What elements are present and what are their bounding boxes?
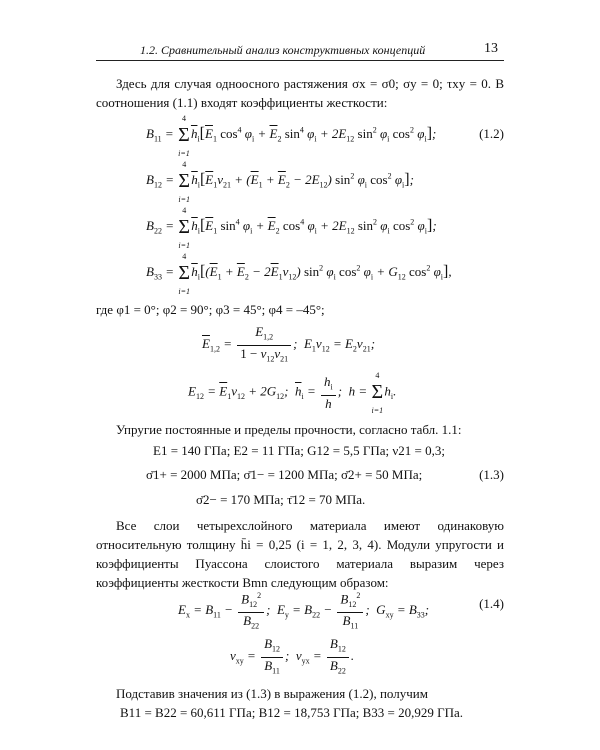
fraction: $\frac{B_{12}}{B_{22}}$: [327, 636, 349, 678]
equation-b12: $B_{12}$ = 4 Σ i=1 $\overline{h}_i[\overline{E}_1\nu_{21} + (\overline{E}_1 + \overline{E}_2 - 2E_{12})$ $\sin^2 \varphi_i$ $\cos^2 \varphi_i$];: [146, 160, 414, 204]
result-line: B11 = B22 = 60,611 ГПа; B12 = 18,753 ГПа; B33 = 20,929 ГПа.: [120, 705, 464, 720]
constants-intro: Упругие постоянные и пределы прочности, согласно табл. 1.1:: [116, 422, 462, 437]
fraction: $\frac{E_{1,2}}{1 - \nu_{12}\nu_{21}}$: [237, 324, 291, 366]
equation-e-bar: $\overline{E}_{1,2}$ = $\frac{E_{1,2}}{1 - \nu_{12}\nu_{21}}$ ; $E_1\nu_{12} = E_2\nu_{21}$;: [202, 324, 375, 366]
fraction: $\frac{B_{12}^2}{B_{11}}$: [337, 588, 363, 634]
equation-number-1-3: (1.3): [479, 467, 504, 482]
strength-line-2: σ̄2− = 170 МПа; τ̄12 = 70 МПа.: [196, 492, 366, 507]
moduli-line: E1 = 140 ГПа; E2 = 11 ГПа; G12 = 5,5 ГПа; ν21 = 0,3;: [153, 443, 445, 458]
equation-number-1-2: (1.2): [479, 126, 504, 141]
sum-symbol: 4 Σ i=1: [371, 371, 384, 416]
intro-paragraph: Здесь для случая одноосного растяжения σx = σ0; σy = 0; τxy = 0. В соотношения (1.1) входят коэффициенты жесткости:: [96, 76, 504, 110]
equation-e12: $E_{12} = \overline{E}_1\nu_{12} + 2G_{12}$; $\overline{h}_i$ = $\frac{h_i}{h}$ ; h = 4 Σ i=1 $h_i$.: [188, 371, 397, 416]
page-number: 13: [484, 41, 498, 56]
strength-line-1: σ̄1+ = 2000 МПа; σ̄1− = 1200 МПа; σ̄2+ = 50 МПа;: [146, 467, 423, 482]
equation-b11: $B_{11}$ = 4 Σ i=1 $\overline{h}_i[\overline{E}_1$ $\cos^4 \varphi_i + \overline{E}_2$ $\sin^4 \varphi_i + 2E_{12}$ $\sin^2 \varphi_i$ $\cos^2 \varphi_i$];: [146, 114, 437, 158]
running-title: 1.2. Сравнительный анализ конструктивных концепций: [140, 43, 426, 57]
layers-paragraph: Все слои четырехслойного материала имеют одинаковую относительную толщину h̄i = 0,25 (i = 1, 2, 3, 4). Модули упругости и коэффициенты Пуассона слоистого материала выразим через коэффициенты жесткости Bmn следующим образом:: [96, 518, 504, 590]
sum-symbol: 4 Σ i=1: [178, 160, 191, 204]
sum-symbol: 4 Σ i=1: [178, 114, 190, 158]
substitute-line: Подставив значения из (1.3) в выражения (1.2), получим: [116, 686, 428, 701]
equation-number-1-4: (1.4): [479, 596, 504, 611]
equation-poisson: $\nu_{xy}$ = $\frac{B_{12}}{B_{11}}$ ; $\nu_{yx}$ = $\frac{B_{12}}{B_{22}}$ .: [230, 636, 354, 678]
fraction: $\frac{B_{12}^2}{B_{22}}$: [238, 588, 264, 634]
fraction: $\frac{h_i}{h}$: [321, 374, 336, 411]
fraction: $\frac{B_{12}}{B_{11}}$: [261, 636, 283, 678]
equation-ex-ey-gxy: $E_x = B_{11}$ − $\frac{B_{12}^2}{B_{22}}$ ; $E_y = B_{22}$ − $\frac{B_{12}^2}{B_{11}}$ ; $G_{xy} = B_{33}$;: [178, 588, 429, 634]
equation-b22: $B_{22}$ = 4 Σ i=1 $\overline{h}_i[\overline{E}_1$ $\sin^4 \varphi_i + \overline{E}_2$ $\cos^4 \varphi_i + 2E_{12}$ $\sin^2 \varphi_i$ $\cos^2 \varphi_i$];: [146, 206, 437, 250]
angles-line: где φ1 = 0°; φ2 = 90°; φ3 = 45°; φ4 = –45°;: [96, 302, 325, 317]
running-header: [96, 40, 504, 61]
equation-b33: $B_{33}$ = 4 Σ i=1 $\overline{h}_i[(\overline{E}_1 + \overline{E}_2 - 2\overline{E}_1\nu_{12})$ $\sin^2 \varphi_i$ $\cos^2 \varphi_i + G_{12}$ $\cos^2 \varphi_i$],: [146, 252, 452, 296]
sum-symbol: 4 Σ i=1: [178, 206, 191, 250]
sum-symbol: 4 Σ i=1: [178, 252, 191, 296]
